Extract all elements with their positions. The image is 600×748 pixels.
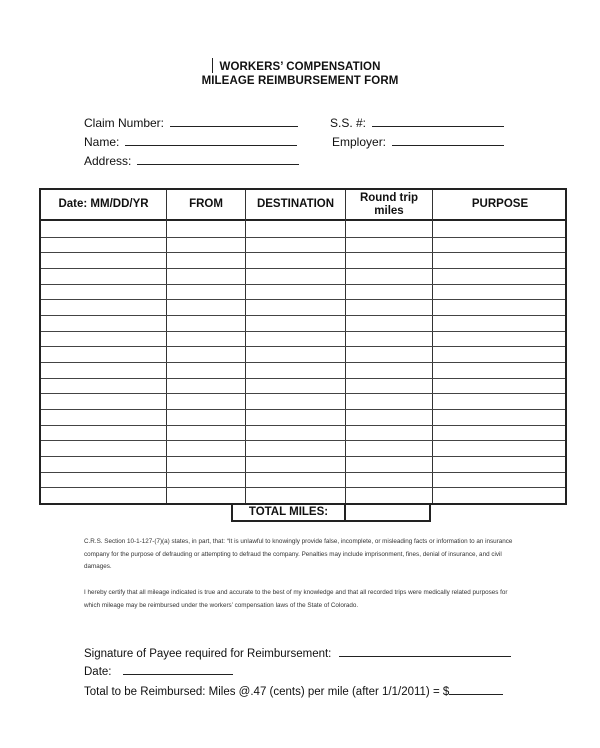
total-miles-divider [344, 503, 346, 520]
column-header-destination: DESTINATION [256, 198, 335, 210]
column-header-purpose: PURPOSE [471, 198, 529, 210]
table-row-divider [41, 487, 565, 488]
table-row-divider [41, 237, 565, 238]
certification-statement: I hereby certify that all mileage indicated is true and accurate to the best of my knowledge and that all recorded trips were medically related purposes for which mileage may be reimbursed under the workers’ compensation laws of the State of Colorado. [84, 589, 508, 609]
statute-notice: C.R.S. Section 10-1-127-(7)(a) states, in part, that: “It is unlawful to knowingly provide false, incomplete, or misleading facts or information to an insurance company for the purpose of defrauding or attempting to defraud the company. Penalties may include imprisonment, fines, denial of insurance, and civil damages. [84, 538, 513, 570]
table-row-divider [41, 268, 565, 269]
address-label: Address: [84, 154, 132, 168]
total-reimbursed-blank[interactable] [449, 683, 503, 695]
table-row-divider [41, 299, 565, 300]
ss-number-label: S.S. #: [330, 116, 367, 130]
name-field[interactable] [84, 134, 297, 149]
mileage-table [39, 188, 567, 505]
total-miles-label: TOTAL MILES: [248, 506, 329, 518]
table-row-divider [41, 315, 565, 316]
total-reimbursed-field[interactable] [84, 683, 503, 698]
employer-blank[interactable] [392, 134, 504, 146]
table-row-divider [41, 440, 565, 441]
address-field[interactable] [84, 153, 299, 168]
table-row-divider [41, 346, 565, 347]
table-row-divider [41, 425, 565, 426]
claim-number-field[interactable] [84, 115, 298, 130]
signature-blank[interactable] [339, 645, 511, 657]
form-subtitle: MILEAGE REIMBURSEMENT FORM [201, 75, 399, 87]
table-row-divider [41, 331, 565, 332]
ss-number-field[interactable] [330, 115, 504, 130]
signature-field[interactable] [84, 645, 511, 660]
table-row-divider [41, 393, 565, 394]
employer-label: Employer: [332, 135, 387, 149]
name-blank[interactable] [125, 134, 297, 146]
table-row-divider [41, 252, 565, 253]
date-field[interactable] [84, 663, 233, 678]
table-row-divider [41, 472, 565, 473]
total-reimbursed-label: Total to be Reimbursed: Miles @.47 (cents) per mile (after 1/1/2011) = $ [84, 686, 450, 698]
claim-number-blank[interactable] [170, 115, 298, 127]
column-header-from: FROM [189, 198, 223, 210]
date-label: Date: [84, 666, 112, 678]
table-row-divider [41, 284, 565, 285]
signature-label: Signature of Payee required for Reimbursement: [84, 648, 332, 660]
employer-field[interactable] [332, 134, 504, 149]
table-row-divider [41, 378, 565, 379]
table-row-divider [41, 409, 565, 410]
table-row-divider [41, 456, 565, 457]
table-row-divider [41, 362, 565, 363]
form-title: WORKERS’ COMPENSATION [219, 61, 381, 73]
column-header-date: Date: MM/DD/YR [58, 198, 149, 210]
address-blank[interactable] [137, 153, 299, 165]
header-divider [41, 219, 565, 221]
total-miles-box [231, 503, 431, 522]
date-blank[interactable] [123, 663, 233, 675]
ss-number-blank[interactable] [372, 115, 504, 127]
column-header-round-trip-miles: Round trip miles [359, 191, 419, 217]
claim-number-label: Claim Number: [84, 116, 165, 130]
name-label: Name: [84, 135, 120, 149]
